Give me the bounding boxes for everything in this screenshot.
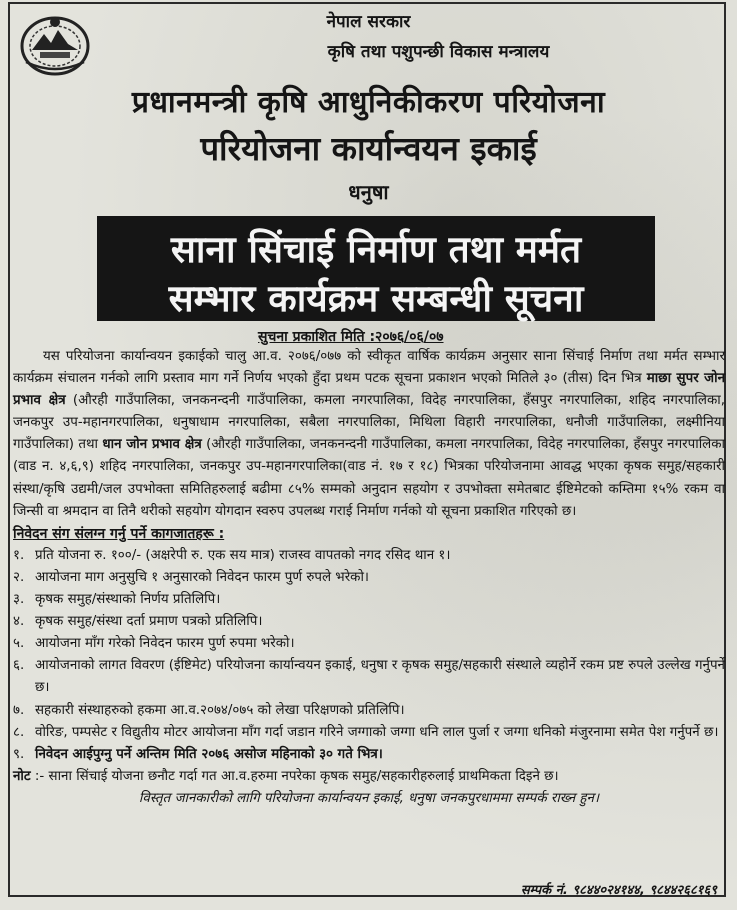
list-item bbox=[13, 744, 725, 766]
list-item bbox=[13, 655, 725, 699]
list-item bbox=[13, 545, 725, 567]
government-name: नेपाल सरकार bbox=[326, 12, 411, 32]
list-item bbox=[13, 722, 725, 744]
item-number: १. bbox=[13, 547, 25, 563]
item-text: आयोजना माँग गरेको निवेदन फारम पुर्ण रुपमा भरेको। bbox=[35, 636, 295, 652]
item-text: आयोजनाको लागत विवरण (ईष्टिमेट) परियोजना कार्यान्वयन इकाई, धनुषा र कृषक समुह/सहकारी संस्थाले व्यहोर्ने रकम प्रष्ट रुपले उल्लेख गर्नुपर्ने छ। bbox=[35, 658, 725, 696]
banner-line-1: साना सिंचाई निर्माण तथा मर्मत bbox=[170, 228, 582, 271]
published-date: सुचना प्रकाशित मिति :२०७६/०६/०७ bbox=[258, 329, 444, 345]
list-item bbox=[13, 700, 725, 722]
note-text: :- साना सिंचाई योजना छनौट गर्दा गत आ.व.हरुमा नपरेका कृषक समुह/सहकारीहरुलाई प्राथमिकता दिइने छ। bbox=[34, 768, 559, 784]
item-number: ६. bbox=[13, 658, 25, 674]
intro-part-2: (औरही गाउँपालिका, जनकनन्दनी गाउँपालिका, कमला नगरपालिका, विदेह नगरपालिका, हँसपुर नगरपालिका, शहिद नगरपालिका, जनकपुर उप-महानगरपालिका, धनुषाधाम नगरपालिका, सबैला नगरपालिका, मिथिला विहारी नगरपालिका, धनौजी गाउँपालिका, लक्ष्मीनिया गाउँपालिका) तथा bbox=[13, 393, 725, 453]
item-text: प्रति योजना रु. १००/- (अक्षरेपी रु. एक सय मात्र) राजस्व वापतको नगद रसिद थान १। bbox=[35, 547, 451, 563]
intro-paragraph bbox=[13, 346, 725, 523]
list-item bbox=[13, 589, 725, 611]
item-text: आयोजना माग अनुसुचि १ अनुसारको निवेदन फारम पुर्ण रुपले भरेको। bbox=[35, 569, 369, 585]
item-text: वोरिङ, पम्पसेट र विद्युतीय मोटर आयोजना माँग गर्दा जडान गरिने जग्गाको जग्गा धनि लाल पुर्जा र जग्गा धनिको मंजुरनामा समेत पेश गर्नुपर्ने छ। bbox=[35, 724, 719, 740]
item-text: कृषक समुह/संस्था दर्ता प्रमाण पत्रको प्रतिलिपि। bbox=[35, 614, 263, 630]
unit-title: परियोजना कार्यान्वयन इकाई bbox=[200, 129, 537, 168]
notice-banner bbox=[97, 216, 655, 321]
item-number: ८. bbox=[13, 724, 25, 740]
contact-numbers: सम्पर्क नं. ९८४४०२४१४४, ९८४४२६८१६९ bbox=[520, 883, 717, 898]
district-name: धनुषा bbox=[348, 180, 389, 204]
documents-heading: निवेदन संग संलग्न गर्नु पर्ने कागजातहरू : bbox=[13, 525, 225, 542]
item-number: २. bbox=[13, 569, 25, 585]
note-label: नोट bbox=[13, 768, 31, 784]
notice-body bbox=[13, 346, 725, 810]
rice-zone-label: धान जोन प्रभाव क्षेत्र bbox=[102, 437, 202, 453]
list-item bbox=[13, 567, 725, 589]
intro-part-1: यस परियोजना कार्यान्वयन इकाईको चालु आ.व. २०७६/०७७ को स्वीकृत वार्षिक कार्यक्रम अनुसार साना सिंचाई निर्माण तथा मर्मत सम्भार कार्यक्रम संचालन गर्नको लागि प्रस्ताव माग गर्ने निर्णय भएको हुँदा प्रथम पटक सूचना प्रकाशन भएको मितिले ३० (तीस) दिन भित्र bbox=[13, 349, 725, 387]
documents-list bbox=[13, 545, 725, 766]
item-number: ९. bbox=[13, 746, 25, 762]
item-number: ७. bbox=[13, 702, 25, 718]
note bbox=[13, 766, 725, 788]
project-title: प्रधानमन्त्री कृषि आधुनिकीकरण परियोजना bbox=[131, 85, 606, 120]
footer-text: विस्तृत जानकारीको लागि परियोजना कार्यान्वयन इकाई, धनुषा जनकपुरधाममा सम्पर्क राख्न हुन। bbox=[138, 790, 600, 806]
item-number: ४. bbox=[13, 614, 25, 630]
item-text: सहकारी संस्थाहरुको हकमा आ.व.२०७४/०७५ को लेखा परिक्षणको प्रतिलिपि। bbox=[35, 702, 405, 718]
banner-line-2: सम्भार कार्यक्रम सम्बन्धी सूचना bbox=[168, 277, 584, 320]
fish-zone-label: माछा सुपर जोन प्रभाव क्षेत्र bbox=[13, 371, 726, 409]
item-number: ५. bbox=[13, 636, 25, 652]
intro-part-3: (औरही गाउँपालिका, जनकनन्दनी गाउँपालिका, कमला नगरपालिका, विदेह नगरपालिका, हँसपुर नगरपालिका (वाड न. ४,६,९) शहिद नगरपालिका, जनकपुर उप-महानगरपालिका(वाड नं. १७ र १८) भित्रका परियोजनामा आवद्ध भएका कृषक समुह/सहकारी संस्था/कृषि उद्यमी/जल उपभोक्ता समितिहरुलाई बढीमा ८५% सम्मको अनुदान सहयोग र उपभोक्ता समेतबाट ईष्टिमेटको कम्तिमा १५% रकम वा जिन्सी वा श्रमदान वा तिनै थरीको सहयोग योगदान स्वरुप उपलब्ध गराई निर्माण गर्नको यो सूचना प्रकाशित गरिएको छ। bbox=[13, 437, 726, 519]
ministry-name: कृषि तथा पशुपन्छी विकास मन्त्रालय bbox=[327, 42, 550, 62]
list-item bbox=[13, 611, 725, 633]
item-text: निवेदन आईपुग्नु पर्ने अन्तिम मिति २०७६ असोज महिनाको ३० गते भित्र। bbox=[35, 746, 383, 762]
list-item bbox=[13, 633, 725, 655]
item-text: कृषक समुह/संस्थाको निर्णय प्रतिलिपि। bbox=[35, 592, 221, 608]
item-number: ३. bbox=[13, 592, 25, 608]
